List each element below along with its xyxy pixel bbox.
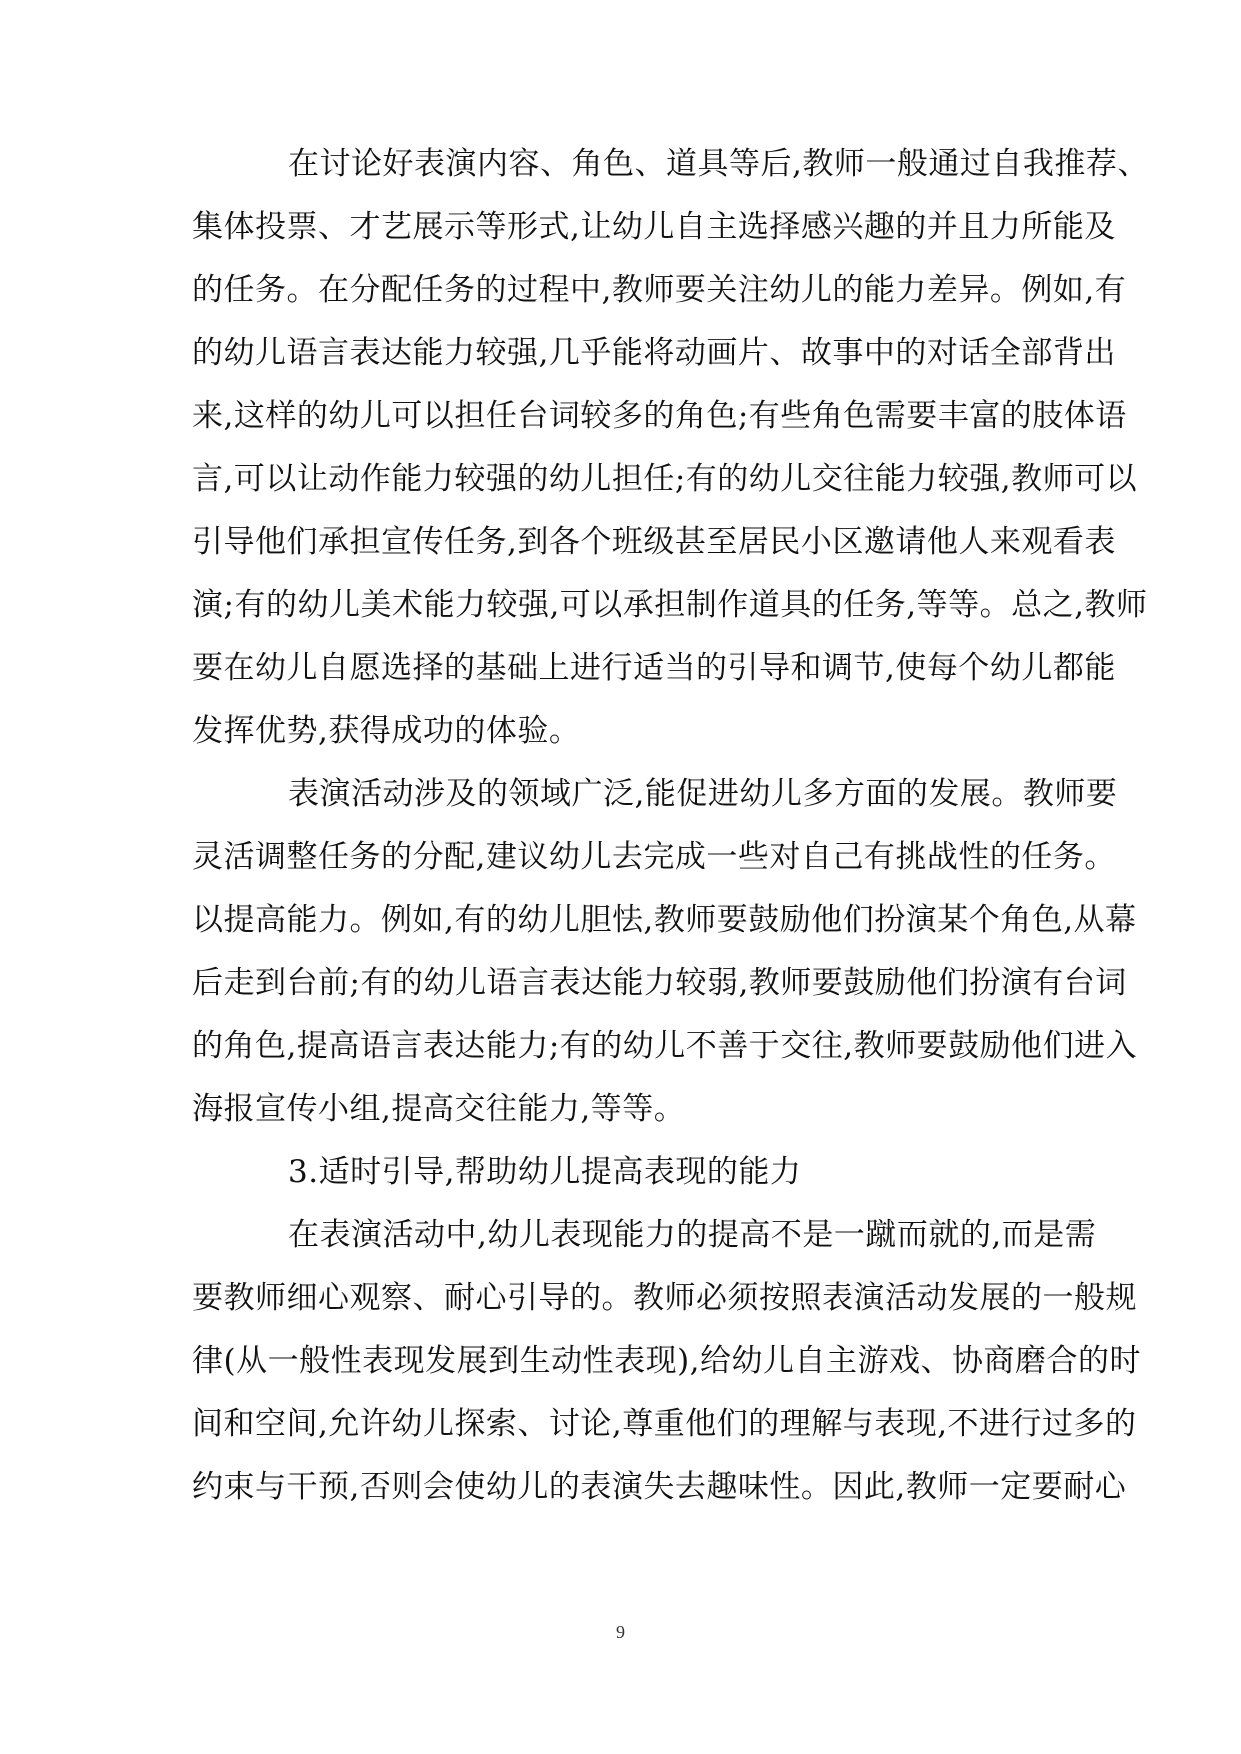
text-line: 言,可以让动作能力较强的幼儿担任;有的幼儿交往能力较强,教师可以 [192,461,1138,497]
text-line: 在表演活动中,幼儿表现能力的提高不是一蹴而就的,而是需 [288,1217,1097,1253]
page-number: 9 [616,1622,625,1642]
text-line: 在讨论好表演内容、角色、道具等后,教师一般通过自我推荐、 [288,146,1149,182]
text-line: 集体投票、才艺展示等形式,让幼儿自主选择感兴趣的并且力所能及 [192,209,1116,245]
text-line: 引导他们承担宣传任务,到各个班级甚至居民小区邀请他人来观看表 [192,524,1116,560]
text-line: 的任务。在分配任务的过程中,教师要关注幼儿的能力差异。例如,有 [192,272,1127,308]
text-line: 发挥优势,获得成功的体验。 [192,713,581,749]
text-line: 约束与干预,否则会使幼儿的表演失去趣味性。因此,教师一定要耐心 [192,1469,1127,1505]
text-line: 间和空间,允许幼儿探索、讨论,尊重他们的理解与表现,不进行过多的 [192,1406,1137,1442]
text-line: 来,这样的幼儿可以担任台词较多的角色;有些角色需要丰富的肢体语 [192,398,1127,434]
text-line: 海报宣传小组,提高交往能力,等等。 [192,1091,686,1127]
text-line: 表演活动涉及的领域广泛,能促进幼儿多方面的发展。教师要 [288,776,1118,812]
text-line: 灵活调整任务的分配,建议幼儿去完成一些对自己有挑战性的任务。 [192,839,1116,875]
text-line: 的角色,提高语言表达能力;有的幼儿不善于交往,教师要鼓励他们进入 [192,1028,1138,1064]
section-heading: 3.适时引导,帮助幼儿提高表现的能力 [288,1154,802,1190]
text-line: 要在幼儿自愿选择的基础上进行适当的引导和调节,使每个幼儿都能 [192,650,1116,686]
text-line: 后走到台前;有的幼儿语言表达能力较弱,教师要鼓励他们扮演有台词 [192,965,1127,1001]
text-line: 演;有的幼儿美术能力较强,可以承担制作道具的任务,等等。总之,教师 [192,587,1148,623]
text-line: 要教师细心观察、耐心引导的。教师必须按照表演活动发展的一般规 [192,1280,1137,1316]
text-line: 律(从一般性表现发展到生动性表现),给幼儿自主游戏、协商磨合的时 [192,1343,1142,1379]
text-line: 的幼儿语言表达能力较强,几乎能将动画片、故事中的对话全部背出 [192,335,1116,371]
text-line: 以提高能力。例如,有的幼儿胆怯,教师要鼓励他们扮演某个角色,从幕 [192,902,1137,938]
